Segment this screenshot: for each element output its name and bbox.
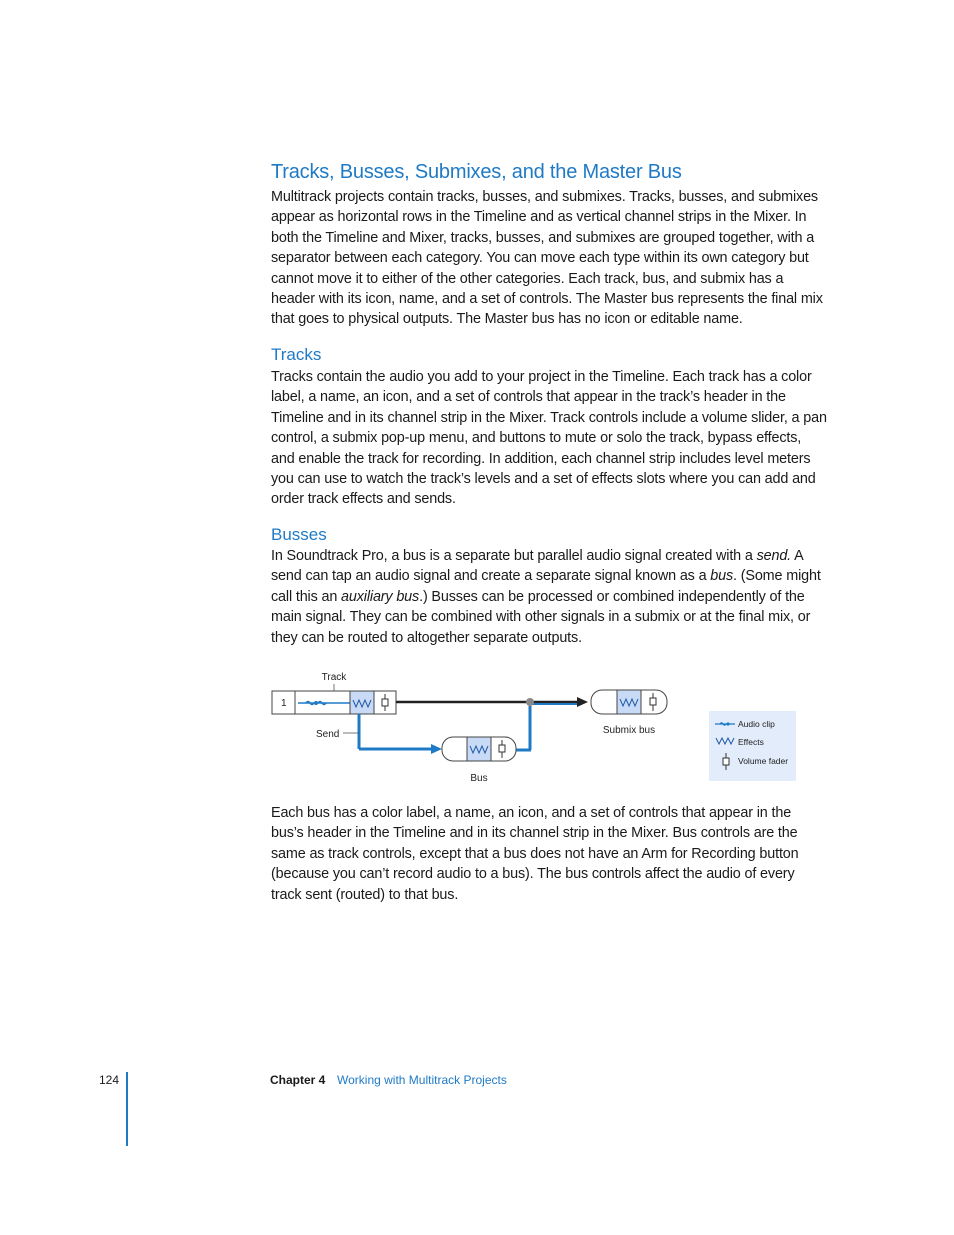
term-bus: bus [710,568,734,585]
main-signal-arrow [577,697,588,707]
chapter-label: Chapter 4 [270,1073,326,1087]
tracks-paragraph: Tracks contain the audio you add to your project in the Timeline. Each track has a color label, a name, an icon, and a set of controls that appear in the track’s header in the Timeline and in its channel strip in the Mixer. Track controls include a volume slider, a pan control, a submix pop-up menu, and buttons to mute or solo the track, bypass effects, and enable the track for recording. In addition, each channel strip includes level meters you can use to watch the track’s levels and a set of effects slots where you can add and order track effects and sends. [271,369,827,508]
submix-bus-label: Submix bus [602,725,656,736]
send-arrow [431,744,442,754]
intro-paragraph: Multitrack projects contain tracks, busses, and submixes. Tracks, busses, and submixes appear as horizontal rows in the Timeline and as vertical channel strips in the Mixer. In both the Timeline and Mixer, tracks, busses, and submixes are grouped together, with a separator between each category. You can move each type within its own category but cannot move it to either of the other categories. Each track, bus, and submix has a header with its icon, name, and a set of controls. The Master bus represents the final mix that goes to physical outputs. The Master bus has no icon or editable name. [271,189,823,328]
track-label: Track [321,672,347,683]
busses-text-3: . (Some might call this an [271,568,821,605]
busses-heading: Busses [271,525,327,544]
track-number: 1 [281,698,287,709]
footer-rule [126,1072,128,1146]
term-send: send. [756,548,792,564]
mix-junction [526,698,534,706]
track-strip [272,691,396,714]
legend [709,711,796,781]
busses-paragraph [271,546,827,648]
signal-flow-diagram [260,660,820,800]
page-number: 124 [99,1073,120,1087]
bus-strip [442,737,516,761]
legend-volume-fader: Volume fader [738,756,789,766]
submix-bus-strip [591,690,667,714]
send-label: Send [316,729,340,740]
bus-controls-paragraph: Each bus has a color label, a name, an icon, and a set of controls that appear in the bus’s header in the Timeline and in its channel strip in the Mixer. Bus controls are the same as track controls, except that a bus does not have an Arm for Recording button (because you can’t record audio to a bus). The bus controls affect the audio of every track sent (routed) to that bus. [271,805,799,903]
legend-effects: Effects [738,737,764,747]
bus-label: Bus [470,773,488,784]
section-title: Tracks, Busses, Submixes, and the Master Bus [271,161,682,183]
legend-audio-clip: Audio clip [738,719,775,729]
busses-text-1: In Soundtrack Pro, a bus is a separate but parallel audio signal created with a [271,548,757,564]
submix-effects-slot [617,690,641,714]
term-auxiliary-bus: auxiliary bus [341,588,420,605]
busses-text-4: .) Busses can be processed or combined independently of the main signal. They can be combined with other signals in a submix or at the final mix, or they can be routed to altogether separate outputs. [271,588,811,646]
bus-effects-slot [467,737,491,761]
chapter-title: Working with Multitrack Projects [337,1073,507,1087]
tracks-heading: Tracks [271,345,322,364]
busses-text-2: A send can tap an audio signal and create a separate signal known as a [271,548,803,585]
